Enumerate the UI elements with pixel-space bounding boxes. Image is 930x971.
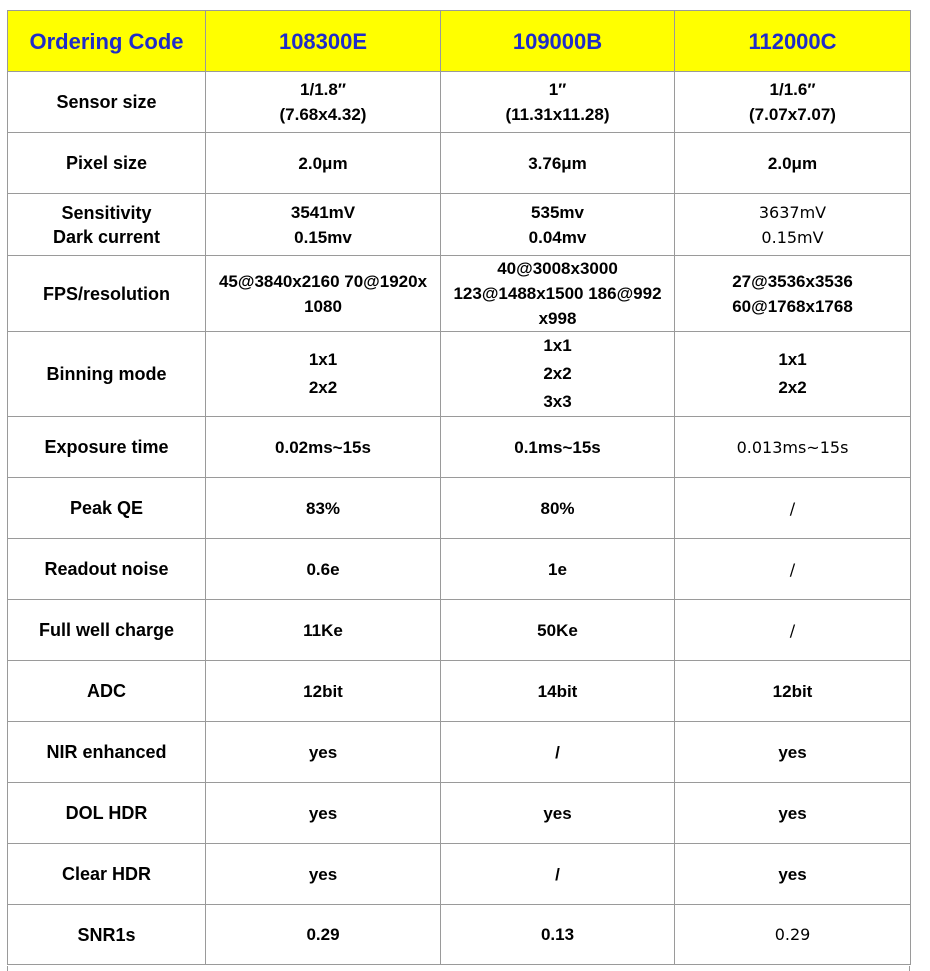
table-cell bbox=[441, 722, 675, 783]
cell-text: 1e bbox=[548, 559, 567, 579]
cell-text: 14bit bbox=[537, 681, 578, 701]
table-cell bbox=[441, 194, 675, 256]
row-label bbox=[8, 905, 206, 965]
cell-text: 1x1 bbox=[543, 336, 572, 355]
row-label bbox=[8, 661, 206, 722]
row-adc bbox=[8, 661, 911, 722]
table-cell bbox=[675, 600, 911, 661]
row-label bbox=[8, 417, 206, 478]
table-cell bbox=[675, 194, 911, 256]
cell-text: 2.0μm bbox=[298, 153, 348, 173]
cell-text: / bbox=[789, 559, 796, 579]
header-row bbox=[8, 11, 911, 72]
table-cell bbox=[675, 332, 911, 417]
row-label-text: Sensitivity bbox=[61, 202, 152, 223]
table-cell bbox=[206, 783, 441, 844]
cell-text: 3541mV bbox=[290, 202, 356, 222]
row-peak-qe bbox=[8, 478, 911, 539]
cell-text: / bbox=[789, 498, 796, 518]
model-header-109000B: 109000B bbox=[441, 11, 675, 72]
cell-text: 3637mV bbox=[758, 202, 827, 222]
cell-text: 2.0μm bbox=[767, 153, 818, 173]
table-bottom-edge bbox=[7, 966, 910, 971]
cell-text: 3x3 bbox=[543, 392, 572, 411]
table-cell bbox=[206, 194, 441, 256]
row-label-text: Clear HDR bbox=[61, 864, 152, 884]
cell-text: 0.13 bbox=[540, 925, 575, 944]
cell-text: 0.6e bbox=[306, 559, 340, 579]
cell-text: yes bbox=[308, 742, 338, 762]
cell-text: x998 bbox=[538, 309, 577, 328]
table-cell bbox=[206, 72, 441, 133]
table-cell bbox=[675, 72, 911, 133]
cell-text: 2x2 bbox=[543, 364, 572, 383]
table-cell bbox=[441, 332, 675, 417]
cell-text: 0.1ms~15s bbox=[514, 437, 601, 457]
table-cell bbox=[441, 256, 675, 332]
cell-text: 0.29 bbox=[774, 925, 811, 944]
table-cell bbox=[675, 905, 911, 965]
row-label bbox=[8, 722, 206, 783]
row-binning-mode bbox=[8, 332, 911, 417]
table-cell bbox=[206, 256, 441, 332]
cell-text: yes bbox=[543, 803, 572, 823]
row-label-text: SNR1s bbox=[77, 924, 136, 945]
cell-text: / bbox=[555, 864, 560, 884]
cell-text: / bbox=[555, 742, 560, 762]
cell-text: 50Ke bbox=[537, 620, 578, 640]
cell-text: 535mv bbox=[531, 202, 584, 222]
cell-text: 80% bbox=[540, 498, 575, 518]
table-cell bbox=[206, 539, 441, 600]
row-clear-hdr bbox=[8, 844, 911, 905]
table-cell bbox=[206, 722, 441, 783]
cell-text: 0.15mv bbox=[294, 227, 352, 247]
row-label-text: Binning mode bbox=[46, 364, 167, 384]
table-cell bbox=[441, 133, 675, 194]
table-cell bbox=[441, 661, 675, 722]
row-pixel-size bbox=[8, 133, 911, 194]
cell-text: 1/1.6″ bbox=[769, 80, 816, 99]
table-cell bbox=[206, 332, 441, 417]
table-cell bbox=[441, 600, 675, 661]
table-cell bbox=[441, 478, 675, 539]
row-fps-resolution bbox=[8, 256, 911, 332]
row-label bbox=[8, 600, 206, 661]
cell-text: 0.013ms~15s bbox=[736, 437, 849, 457]
cell-text: yes bbox=[778, 742, 807, 762]
cell-text: yes bbox=[308, 864, 338, 884]
cell-text: yes bbox=[778, 864, 807, 884]
model-header-108300E: 108300E bbox=[206, 11, 441, 72]
row-label-text: Pixel size bbox=[65, 153, 148, 173]
cell-text: 45@3840x2160 70@1920x bbox=[218, 271, 428, 291]
cell-text: 60@1768x1768 bbox=[732, 296, 853, 316]
cell-text: 0.29 bbox=[306, 925, 340, 944]
row-readout-noise bbox=[8, 539, 911, 600]
table-cell bbox=[441, 539, 675, 600]
row-full-well-charge bbox=[8, 600, 911, 661]
cell-text: 1″ bbox=[548, 80, 567, 99]
row-label bbox=[8, 478, 206, 539]
table-cell bbox=[675, 256, 911, 332]
cell-text: 40@3008x3000 bbox=[497, 259, 618, 278]
row-label-text: Peak QE bbox=[69, 498, 144, 518]
cell-text: 0.15mV bbox=[761, 227, 824, 247]
row-label-text: Exposure time bbox=[44, 437, 169, 457]
cell-text: 0.04mv bbox=[528, 227, 587, 247]
table-cell bbox=[441, 783, 675, 844]
row-nir-enhanced bbox=[8, 722, 911, 783]
table-cell bbox=[206, 844, 441, 905]
row-label-text: Readout noise bbox=[44, 559, 169, 579]
row-label-text: Sensor size bbox=[56, 92, 157, 112]
cell-text: 1/1.8″ bbox=[300, 80, 346, 99]
cell-text: yes bbox=[308, 803, 338, 823]
row-label bbox=[8, 844, 206, 905]
row-label-text: ADC bbox=[87, 681, 126, 701]
table-cell bbox=[206, 417, 441, 478]
table-cell bbox=[675, 844, 911, 905]
cell-text: (7.68x4.32) bbox=[279, 105, 367, 124]
table-cell bbox=[675, 417, 911, 478]
cell-text: (7.07x7.07) bbox=[749, 105, 836, 124]
row-exposure-time bbox=[8, 417, 911, 478]
cell-text: (11.31x11.28) bbox=[505, 105, 610, 124]
row-label bbox=[8, 133, 206, 194]
table-cell bbox=[675, 783, 911, 844]
cell-text: 0.02ms~15s bbox=[275, 437, 371, 457]
row-snr1s bbox=[8, 905, 911, 965]
table-cell bbox=[675, 133, 911, 194]
table-cell bbox=[441, 905, 675, 965]
cell-text: 1x1 bbox=[778, 350, 807, 369]
table-cell bbox=[441, 72, 675, 133]
cell-text: 3.76μm bbox=[528, 153, 587, 173]
row-label-text: DOL HDR bbox=[65, 803, 148, 823]
cell-text: 123@1488x1500 186@992 bbox=[453, 284, 662, 303]
ordering-code-header: Ordering Code bbox=[8, 11, 206, 72]
table-cell bbox=[441, 844, 675, 905]
table-cell bbox=[206, 661, 441, 722]
table-cell bbox=[206, 905, 441, 965]
spec-table bbox=[7, 10, 911, 965]
row-sensor-size bbox=[8, 72, 911, 133]
table-cell bbox=[675, 478, 911, 539]
row-label bbox=[8, 256, 206, 332]
cell-text: 2x2 bbox=[778, 378, 807, 397]
table-cell bbox=[675, 722, 911, 783]
model-header-112000C: 112000C bbox=[675, 11, 911, 72]
row-label-text: NIR enhanced bbox=[46, 742, 167, 762]
cell-text: 1x1 bbox=[308, 350, 338, 369]
row-label-text: Full well charge bbox=[38, 620, 175, 640]
table-cell bbox=[206, 133, 441, 194]
table-cell bbox=[441, 417, 675, 478]
row-dol-hdr bbox=[8, 783, 911, 844]
table-cell bbox=[675, 661, 911, 722]
cell-text: / bbox=[789, 620, 796, 640]
row-sensitivity-dark-current bbox=[8, 194, 911, 256]
cell-text: 83% bbox=[305, 498, 341, 518]
cell-text: 12bit bbox=[303, 681, 343, 701]
cell-text: 27@3536x3536 bbox=[732, 271, 853, 291]
table-cell bbox=[206, 600, 441, 661]
row-label bbox=[8, 194, 206, 256]
cell-text: 1080 bbox=[304, 296, 342, 316]
cell-text: 12bit bbox=[772, 681, 813, 701]
cell-text: 11Ke bbox=[303, 620, 343, 640]
cell-text: yes bbox=[778, 803, 807, 823]
row-label-text: Dark current bbox=[52, 226, 161, 247]
row-label bbox=[8, 539, 206, 600]
table-cell bbox=[675, 539, 911, 600]
table-cell bbox=[206, 478, 441, 539]
row-label bbox=[8, 332, 206, 417]
row-label-text: FPS/resolution bbox=[42, 283, 170, 304]
row-label bbox=[8, 72, 206, 133]
cell-text: 2x2 bbox=[308, 378, 338, 397]
row-label bbox=[8, 783, 206, 844]
